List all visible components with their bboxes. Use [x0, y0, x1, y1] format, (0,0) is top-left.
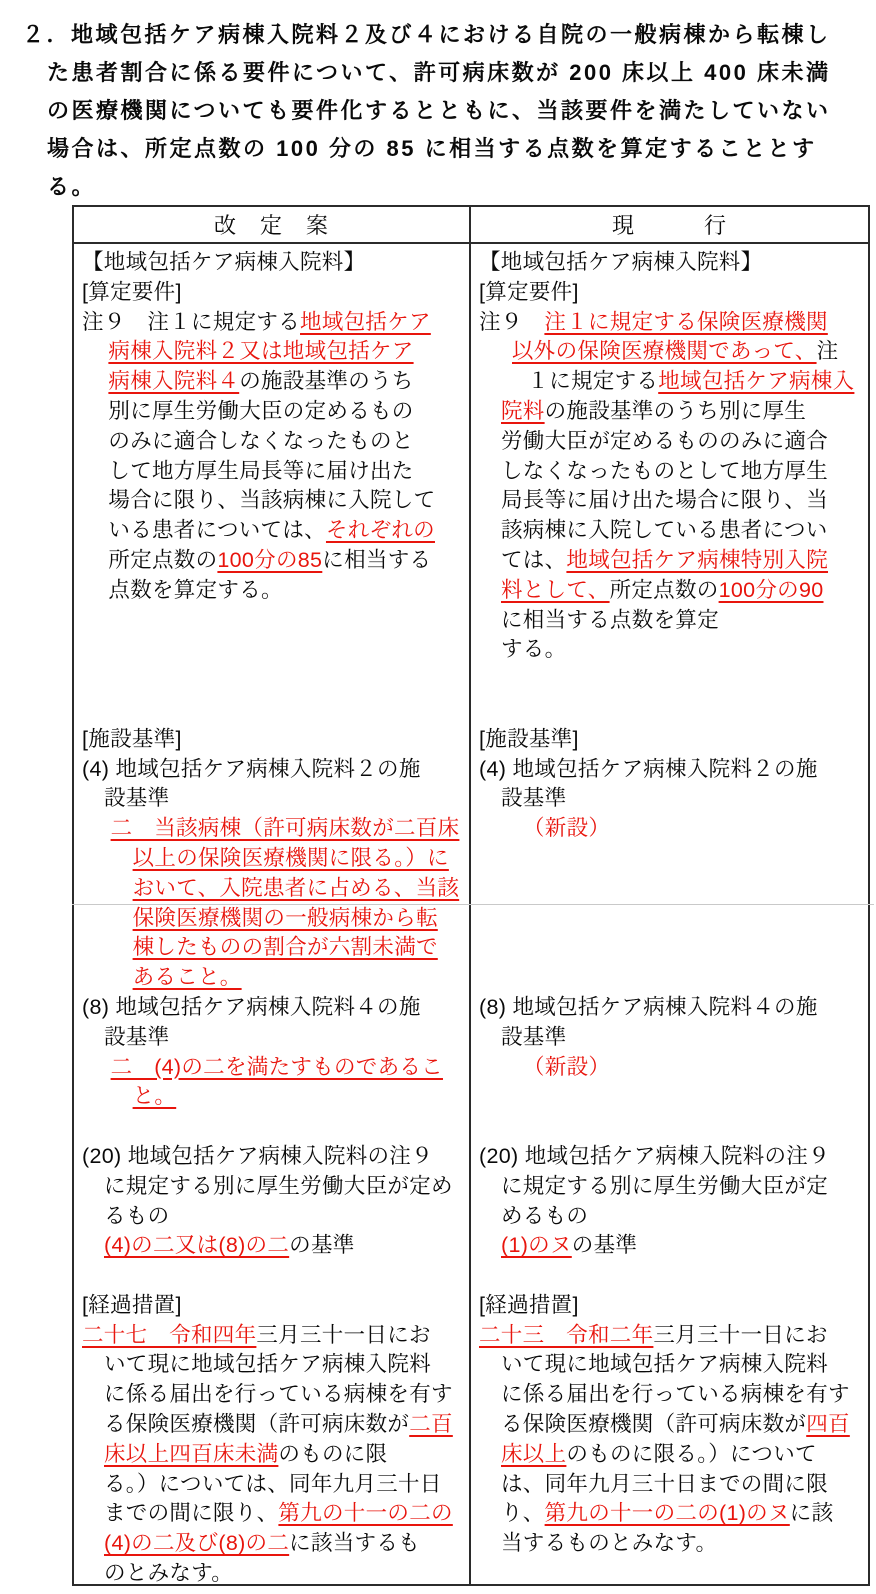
text-segment: 三月三十一日にお [653, 1322, 828, 1347]
table-header-current: 現 行 [611, 213, 727, 238]
text-line [479, 1499, 862, 1529]
text-line [82, 993, 463, 1023]
blank-line [479, 874, 862, 904]
text-segment: 床以上 [501, 1441, 567, 1466]
text-segment: [経過措置] [82, 1292, 182, 1317]
text-line [82, 963, 463, 993]
text-line [479, 1410, 862, 1440]
text-segment: 棟したものの割合が六割未満で [132, 935, 438, 960]
text-line [479, 576, 862, 606]
text-segment: 注１に規定する保険医療機関 [544, 309, 828, 334]
text-segment: おいて、入院患者に占める、当該 [132, 875, 460, 900]
text-segment: のみに適合しなくなったものと [108, 428, 414, 453]
text-line [479, 1470, 862, 1500]
text-segment: 料として、 [501, 577, 610, 602]
text-line [479, 1350, 862, 1380]
text-line [82, 397, 463, 427]
text-segment: 二十三 令和二年 [479, 1322, 654, 1347]
text-line [479, 1380, 862, 1410]
text-segment: のものに限 [278, 1441, 388, 1466]
text-line [479, 725, 862, 755]
text-segment: 設基準 [104, 1024, 170, 1049]
text-line [479, 635, 862, 665]
text-segment: (8) 地域包括ケア病棟入院料４の施 [82, 994, 421, 1019]
text-segment: [算定要件] [479, 279, 579, 304]
text-line [82, 1350, 463, 1380]
text-segment: 床以上四百床未満 [104, 1441, 279, 1466]
text-line [82, 904, 463, 934]
text-line [82, 367, 463, 397]
text-segment: 局長等に届け出た場合に限り、当 [501, 488, 829, 513]
text-segment: までの間に限り、 [104, 1501, 279, 1526]
text-line [479, 1291, 862, 1321]
table-header-row [74, 207, 868, 244]
text-line [479, 814, 862, 844]
text-line [82, 814, 463, 844]
text-line [82, 457, 463, 487]
text-segment: [経過措置] [479, 1292, 579, 1317]
blank-line [82, 1261, 463, 1291]
text-segment: [施設基準] [82, 726, 182, 751]
text-line [479, 486, 862, 516]
text-line [479, 1023, 862, 1053]
text-segment: 労働大臣が定めるもののみに適合 [501, 428, 829, 453]
text-segment: のとみなす。 [104, 1561, 234, 1584]
text-segment: に係る届出を行っている病棟を有す [104, 1382, 453, 1407]
text-segment: (20) 地域包括ケア病棟入院料の注９ [82, 1143, 433, 1168]
text-segment: 【地域包括ケア病棟入院料】 [479, 250, 763, 274]
text-segment: 場合に限り、当該病棟に入院して [108, 488, 436, 513]
blank-line [82, 635, 463, 665]
text-line [82, 1082, 463, 1112]
text-segment: 院料 [501, 398, 545, 423]
text-line [82, 1053, 463, 1083]
text-line [82, 1291, 463, 1321]
text-line [82, 1559, 463, 1584]
text-segment: に該当するも [289, 1531, 420, 1556]
text-segment: 該病棟に入院している患者につい [501, 518, 828, 543]
blank-line [479, 1082, 862, 1112]
text-line [479, 397, 862, 427]
text-segment: 【地域包括ケア病棟入院料】 [82, 250, 366, 274]
text-segment: (1)のヌ [501, 1233, 572, 1258]
current-column-cell [471, 244, 868, 1584]
text-line [82, 1499, 463, 1529]
text-segment: と。 [132, 1084, 177, 1109]
text-segment: （新設） [523, 1054, 611, 1079]
text-segment: 設基準 [501, 1024, 567, 1049]
text-segment: 以外の保険医療機関であって、 [512, 339, 817, 364]
blank-line [82, 606, 463, 636]
text-segment: 保険医療機関の一般病棟から転 [132, 905, 438, 930]
blank-line [479, 665, 862, 695]
text-line [82, 1380, 463, 1410]
text-line [82, 308, 463, 338]
text-segment: 二 (4)の二を満たすものであるこ [110, 1054, 443, 1079]
blank-line [479, 1112, 862, 1142]
text-segment: に相当する点数を算定 [501, 607, 720, 632]
text-line [82, 248, 463, 278]
text-segment: それぞれの [325, 518, 435, 543]
text-line [82, 486, 463, 516]
text-segment: に相当する [322, 547, 432, 572]
text-segment: に規定する別に厚生労働大臣が定め [104, 1173, 453, 1198]
text-segment: 別に厚生労働大臣の定めるもの [108, 398, 414, 423]
text-line [82, 1321, 463, 1351]
text-segment: 100分の85 [217, 547, 323, 572]
text-segment: 地域包括ケア [300, 309, 431, 334]
text-segment: 三月三十一日にお [256, 1322, 431, 1347]
text-line [82, 427, 463, 457]
text-line [479, 427, 862, 457]
text-line [82, 1231, 463, 1261]
text-line [82, 755, 463, 785]
text-segment: (4)の二又は(8)の二 [104, 1233, 290, 1258]
text-line [479, 308, 862, 338]
text-line [479, 337, 862, 367]
text-line [82, 1202, 463, 1232]
text-segment: 二 当該病棟（許可病床数が二百床 [110, 816, 460, 841]
text-segment: (4)の二及び(8)の二 [104, 1531, 290, 1556]
text-segment: いて現に地域包括ケア病棟入院料 [104, 1352, 432, 1377]
text-segment: しなくなったものとして地方厚生 [501, 458, 829, 483]
text-line [82, 725, 463, 755]
text-segment: のものに限る。）について [566, 1441, 817, 1466]
blank-line [479, 844, 862, 874]
text-line [82, 337, 463, 367]
text-segment: めるもの [501, 1203, 589, 1228]
text-segment: り、 [501, 1501, 545, 1526]
text-line [479, 1440, 862, 1470]
text-segment: に該 [789, 1501, 834, 1526]
text-segment: る保険医療機関（許可病床数が [501, 1412, 807, 1437]
blank-line [479, 695, 862, 725]
text-segment: の基準 [571, 1233, 638, 1258]
page-break-line [72, 904, 874, 905]
text-segment: 四百 [806, 1412, 850, 1437]
text-line [82, 546, 463, 576]
text-line [479, 993, 862, 1023]
intro-number: ２． [22, 22, 72, 47]
text-line [82, 576, 463, 606]
text-line [82, 874, 463, 904]
text-line [479, 1202, 862, 1232]
text-segment: に係る届出を行っている病棟を有す [501, 1382, 850, 1407]
text-line [479, 606, 862, 636]
text-line [479, 546, 862, 576]
text-segment: 第九の十一の二の [278, 1501, 453, 1526]
blank-line [82, 1112, 463, 1142]
text-line [479, 1529, 862, 1559]
text-segment: 注９ 注１に規定する [82, 309, 301, 334]
text-segment: (4) 地域包括ケア病棟入院料２の施 [82, 756, 421, 781]
blank-line [479, 933, 862, 963]
text-segment: の基準 [289, 1233, 355, 1258]
text-segment: 設基準 [104, 786, 170, 811]
text-line [479, 248, 862, 278]
comparison-table [72, 205, 870, 1586]
text-segment: 点数を算定する。 [108, 577, 283, 602]
text-segment: １に規定する [527, 369, 659, 394]
text-line [479, 278, 862, 308]
text-line [82, 1142, 463, 1172]
text-segment: (20) 地域包括ケア病棟入院料の注９ [479, 1143, 830, 1168]
text-line [82, 1023, 463, 1053]
text-segment: 設基準 [501, 786, 567, 811]
text-segment: の施設基準のうち [239, 369, 414, 394]
text-segment: あること。 [132, 965, 242, 990]
text-segment: ては、 [501, 547, 567, 572]
text-line [82, 844, 463, 874]
blank-line [479, 904, 862, 934]
text-line [479, 516, 862, 546]
text-line [82, 1470, 463, 1500]
text-segment: 病棟入院料４ [108, 369, 240, 394]
text-segment: 注９ [479, 309, 545, 334]
text-segment: る。）については、同年九月三十日 [104, 1471, 442, 1496]
text-line [479, 457, 862, 487]
text-segment: 地域包括ケア病棟入 [658, 369, 855, 394]
text-segment: 注 [816, 339, 839, 364]
text-segment: 第九の十一の二の(1)のヌ [544, 1501, 790, 1526]
text-segment: 二百 [409, 1412, 453, 1437]
text-segment: して地方厚生局長等に届け出た [108, 458, 414, 483]
text-segment: [施設基準] [479, 726, 579, 751]
blank-line [82, 665, 463, 695]
text-segment: (8) 地域包括ケア病棟入院料４の施 [479, 994, 818, 1019]
intro-text: 地域包括ケア病棟入院料２及び４における自院の一般病棟から転棟した患者割合に係る要件について、許可病床数が 200 床以上 400 床未満の医療機関についても要件化するとともに、当該要件を満たしていない場合は、所定点数の 100 分の 85 に相当する点数を算定することとする。 [47, 22, 831, 199]
text-line [479, 367, 862, 397]
blank-line [82, 695, 463, 725]
text-segment: 病棟入院料２又は地域包括ケア [108, 339, 414, 364]
text-segment: [算定要件] [82, 279, 182, 304]
text-segment: 所定点数の [108, 547, 218, 572]
text-segment: いる患者については、 [108, 518, 326, 543]
table-header-revised: 改 定 案 [74, 207, 471, 242]
text-segment: する。 [501, 637, 567, 662]
text-segment: るもの [104, 1203, 170, 1228]
text-line [479, 784, 862, 814]
text-line [82, 516, 463, 546]
text-segment: 以上の保険医療機関に限る。）に [132, 845, 449, 870]
text-line [479, 1172, 862, 1202]
text-line [82, 1440, 463, 1470]
blank-line [479, 1261, 862, 1291]
text-line [82, 1172, 463, 1202]
revised-column-cell [74, 244, 471, 1584]
text-line [479, 1142, 862, 1172]
text-line [479, 1321, 862, 1351]
text-segment: は、同年九月三十日までの間に限 [501, 1471, 829, 1496]
text-line [82, 1410, 463, 1440]
text-segment: に規定する別に厚生労働大臣が定 [501, 1173, 829, 1198]
text-line [479, 755, 862, 785]
text-segment: 地域包括ケア病棟特別入院 [566, 547, 829, 572]
text-line [479, 1053, 862, 1083]
table-body [74, 244, 868, 1584]
text-segment: 所定点数の [609, 577, 719, 602]
text-line [479, 1231, 862, 1261]
text-segment: 100分の90 [718, 577, 824, 602]
text-segment: る保険医療機関（許可病床数が [104, 1412, 410, 1437]
text-line [82, 784, 463, 814]
text-segment: いて現に地域包括ケア病棟入院料 [501, 1352, 829, 1377]
text-segment: 二十七 令和四年 [82, 1322, 257, 1347]
text-line [82, 933, 463, 963]
blank-line [479, 963, 862, 993]
text-line [82, 1529, 463, 1559]
text-segment: （新設） [523, 816, 611, 841]
text-line [82, 278, 463, 308]
text-segment: (4) 地域包括ケア病棟入院料２の施 [479, 756, 818, 781]
intro-paragraph [22, 16, 848, 206]
text-segment: 当するものとみなす。 [501, 1531, 718, 1556]
text-segment: の施設基準のうち別に厚生 [544, 398, 807, 423]
